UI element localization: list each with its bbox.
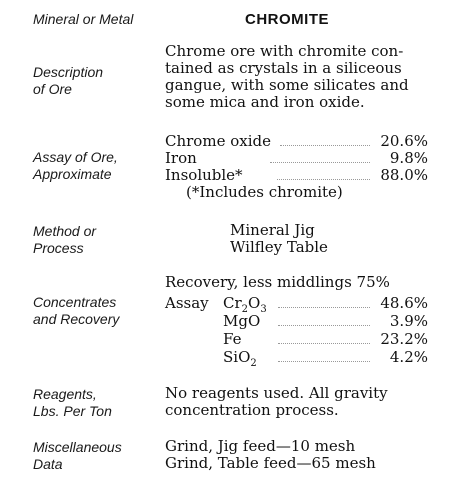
leader-dots [278,361,370,362]
assay-value: 88.0% [380,166,428,184]
concentrate-value: 3.9% [389,312,428,330]
leader-dots [270,162,370,163]
reagents-line-2: concentration process. [165,401,339,419]
method-line-2: Wilfley Table [230,238,328,256]
page-title: CHROMITE [245,11,329,28]
assay-name: Iron [165,149,197,167]
recovery-line: Recovery, less middlings 75% [165,273,390,291]
concentrates-label-2: and Recovery [33,311,120,327]
misc-label-2: Data [33,456,63,472]
leader-dots [278,325,370,326]
concentrate-name: Fe [223,330,242,348]
reagents-line-1: No reagents used. All gravity [165,384,388,402]
concentrates-assay-label: Assay [165,294,209,312]
method-label-1: Method or [33,223,97,239]
misc-label-1: Miscellaneous [33,439,122,455]
leader-dots [278,307,370,308]
leader-dots [280,145,370,146]
concentrate-row-fe [223,331,428,348]
description-line-1: Chrome ore with chromite con- [165,42,404,60]
method-label-2: Process [33,240,84,256]
concentrate-value: 4.2% [389,348,428,366]
assay-row-iron [165,150,428,167]
concentrates-label-1: Concentrates [33,294,117,310]
description-label-2: of Ore [33,81,72,97]
assay-value: 20.6% [380,132,428,150]
misc-line-2: Grind, Table feed—65 mesh [165,454,376,472]
mineral-label: Mineral or Metal [33,11,134,27]
concentrate-row-cr2o3 [223,294,428,315]
assay-value: 9.8% [389,149,428,167]
concentrate-name: MgO [223,312,261,330]
description-line-4: some mica and iron oxide. [165,93,365,111]
description-label-1: Description [33,64,104,80]
reagents-label-2: Lbs. Per Ton [33,403,112,419]
reagents-label-1: Reagents, [33,386,97,402]
concentrate-value: 23.2% [380,330,428,348]
description-line-3: gangue, with some silicates and [165,76,409,94]
leader-dots [277,179,370,180]
description-line-2: tained as crystals in a siliceous [165,59,402,77]
assay-label-1: Assay of Ore, [33,149,118,165]
concentrate-name: SiO$_2$ [223,348,257,369]
concentrate-row-mgo [223,313,428,330]
concentrate-name: $Cr_2O_3$ [223,294,267,315]
assay-name: Chrome oxide [165,132,271,150]
misc-line-1: Grind, Jig feed—10 mesh [165,437,356,455]
concentrate-value: 48.6% [380,294,428,312]
assay-row-insoluble [165,167,428,184]
assay-row-chrome-oxide [165,133,428,150]
method-line-1: Mineral Jig [230,221,315,239]
leader-dots [278,343,370,344]
concentrate-row-sio2 [223,348,428,369]
assay-label-2: Approximate [33,166,112,182]
assay-footnote: (*Includes chromite) [186,183,343,201]
assay-name: Insoluble* [165,166,243,184]
